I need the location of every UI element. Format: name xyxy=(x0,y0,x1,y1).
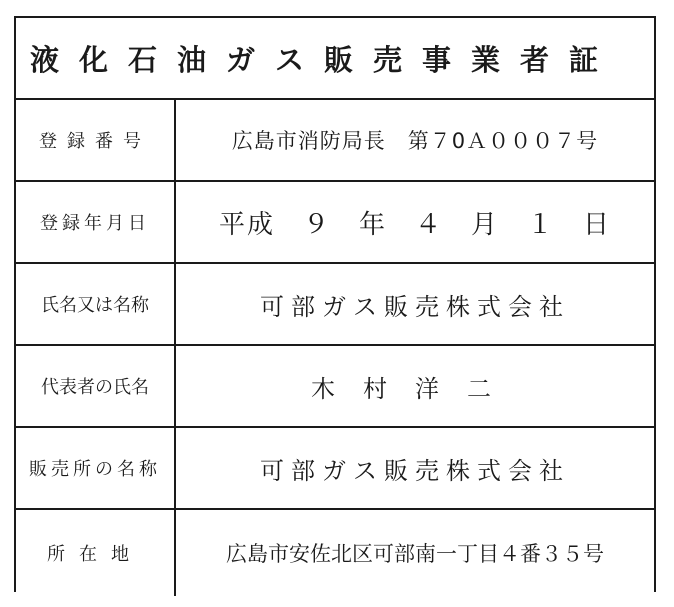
value-representative: 木村洋二 xyxy=(311,374,519,403)
row-address xyxy=(16,510,654,596)
license-certificate xyxy=(14,16,656,592)
row-representative xyxy=(16,346,654,428)
value-registration-number: 広島市消防局長 第７0Ａ０００７号 xyxy=(231,129,599,153)
value-name: 可部ガス販売株式会社 xyxy=(260,292,570,321)
row-registration-number xyxy=(16,100,654,182)
value-registration-date: 平成 ９ 年 ４ 月 １ 日 xyxy=(218,209,611,240)
certificate-title: 液化石油ガス販売事業者証 xyxy=(16,18,654,100)
value-store-name: 可部ガス販売株式会社 xyxy=(260,456,570,485)
row-registration-date xyxy=(16,182,654,264)
row-name xyxy=(16,264,654,346)
row-store-name xyxy=(16,428,654,510)
label-address: 所在地 xyxy=(16,510,176,596)
label-store-name: 販売所の名称 xyxy=(16,428,176,508)
label-registration-number: 登録番号 xyxy=(16,100,176,180)
value-address: 広島市安佐北区可部南一丁目４番３５号 xyxy=(226,542,604,566)
label-name: 氏名又は名称 xyxy=(16,264,176,344)
label-representative: 代表者の氏名 xyxy=(16,346,176,426)
label-registration-date: 登録年月日 xyxy=(16,182,176,262)
